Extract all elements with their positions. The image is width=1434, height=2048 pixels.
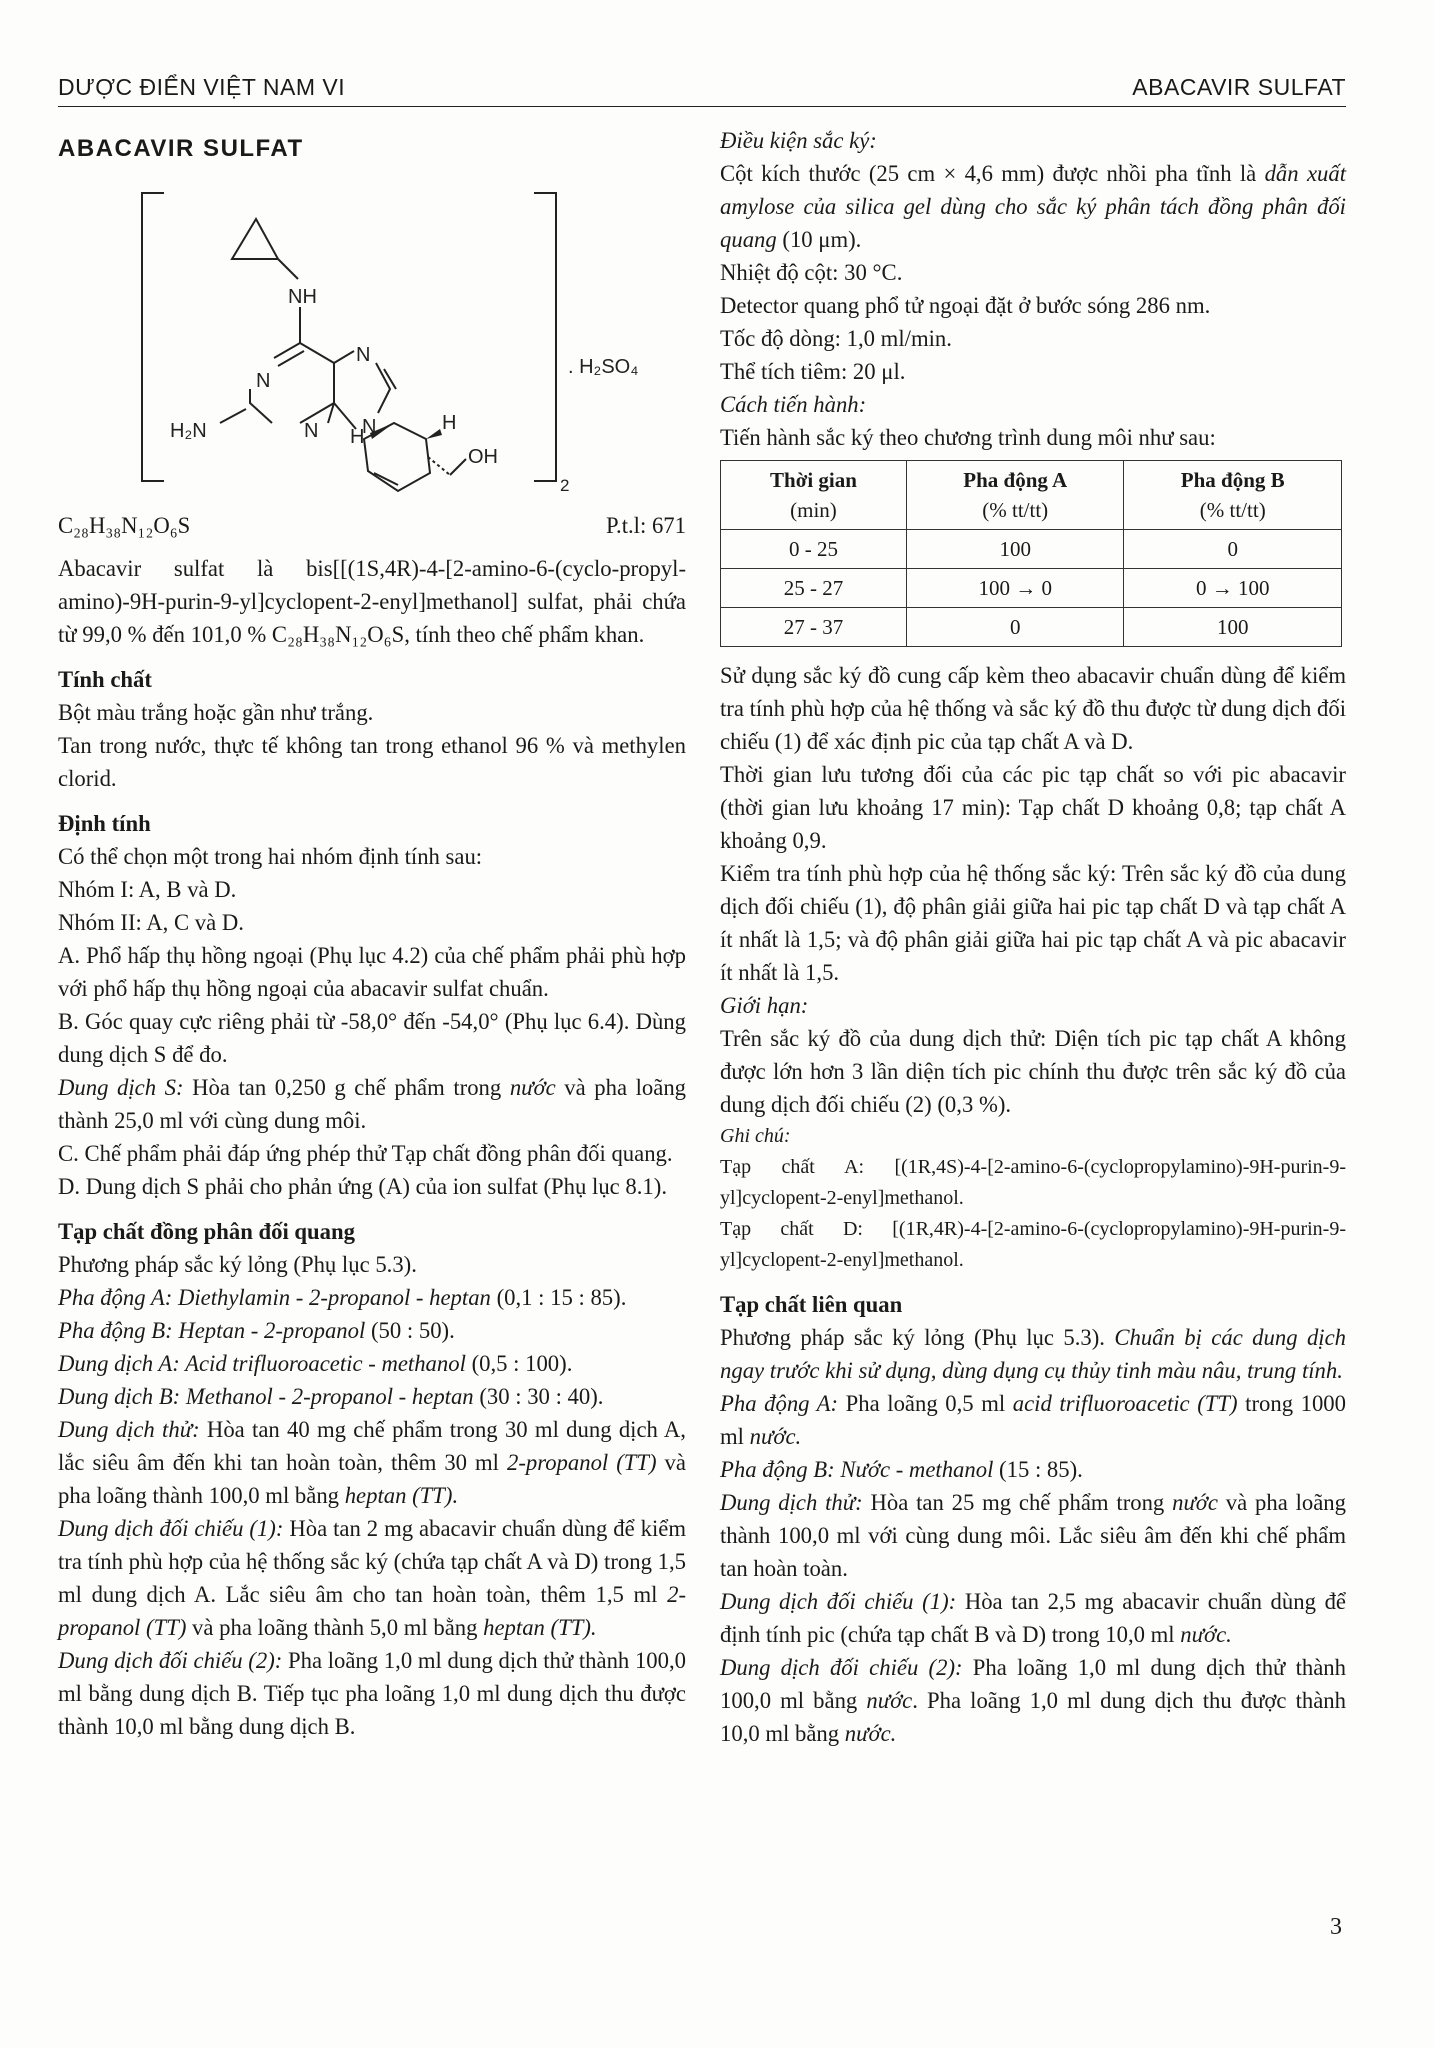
nh-label: NH xyxy=(288,286,317,308)
cell: 0 - 25 xyxy=(721,530,907,569)
label: Pha động B: Nước - methanol xyxy=(720,1457,994,1482)
tclq-pha-dong-a xyxy=(720,1387,1346,1453)
label: Dung dịch đối chiếu (1): xyxy=(58,1516,284,1541)
header-rule xyxy=(58,106,1346,107)
cell: 100 xyxy=(906,530,1124,569)
text: . Pha loãng 1,0 ml dung dịch thu được thành 10,0 ml bằng xyxy=(720,1688,1346,1746)
tclq-method xyxy=(720,1321,1346,1387)
header-time xyxy=(721,461,907,530)
header-main: Pha động B xyxy=(1180,468,1285,492)
h1-label: H xyxy=(350,426,365,448)
tcdq-dung-dich-a xyxy=(58,1347,686,1380)
text-italic: 2-propanol (TT) xyxy=(506,1450,657,1475)
label: Dung dịch đối chiếu (2): xyxy=(58,1648,283,1673)
stoichiometry-label: 2 xyxy=(560,476,570,495)
header-main: Thời gian xyxy=(770,468,857,492)
column-temperature: Nhiệt độ cột: 30 °C. xyxy=(720,260,903,285)
thoi-gian-luu-paragraph: Thời gian lưu tương đối của các pic tạp chất so với pic abacavir (thời gian lưu khoảng 17 min): Tạp chất D khoảng 0,8; tạp chất A khoảng 0,9. xyxy=(720,762,1346,853)
dinh-tinh-c: C. Chế phẩm phải đáp ứng phép thử Tạp chất đồng phân đối quang. xyxy=(58,1141,673,1166)
text: Hòa tan 25 mg chế phẩm trong xyxy=(862,1490,1173,1515)
right-column xyxy=(720,124,1346,1750)
dung-dich-s xyxy=(58,1071,686,1137)
label: Dung dịch đối chiếu (1): xyxy=(720,1589,957,1614)
text-italic: 2-propanol (TT) xyxy=(58,1582,686,1640)
dinh-tinh-b: B. Góc quay cực riêng phải từ -58,0° đến -54,0° (Phụ lục 6.4). Dùng dung dịch S để đo. xyxy=(58,1009,686,1067)
text: và pha loãng thành 100,0 ml bằng xyxy=(58,1450,686,1508)
label: Pha động A: xyxy=(720,1391,839,1416)
text-italic: heptan (TT). xyxy=(344,1483,459,1508)
page-number: 3 xyxy=(1330,1914,1342,1940)
tclq-pha-dong-b xyxy=(720,1453,1346,1486)
flow-rate: Tốc độ dòng: 1,0 ml/min. xyxy=(720,326,952,351)
text: Hòa tan 2 mg abacavir chuẩn dùng để kiểm tra tính phù hợp của hệ thống sắc ký (chứa tạp chất A và D) trong 1,5 ml dung dịch A. Lắc siêu âm cho tan hoàn toàn, thêm 1,5 ml xyxy=(58,1516,686,1607)
tinh-chat-line-2: Tan trong nước, thực tế không tan trong ethanol 96 % và methylen clorid. xyxy=(58,733,686,791)
tap-chat-a-note: Tạp chất A: [(1R,4S)-4-[2-amino-6-(cyclopropylamino)-9H-purin-9-yl]cyclopent-2-enyl]methanol. xyxy=(720,1156,1346,1209)
cach-tien-hanh: Cách tiến hành: xyxy=(720,392,867,417)
text: Pha loãng 1,0 ml dung dịch thử thành 100,0 ml bằng xyxy=(720,1655,1346,1713)
dinh-tinh-group-2: Nhóm II: A, C và D. xyxy=(58,910,244,935)
cell: 100 xyxy=(1124,608,1342,647)
monograph-title: ABACAVIR SULFAT xyxy=(58,135,304,162)
running-header xyxy=(58,66,1346,106)
text: trong 1000 ml xyxy=(720,1391,1346,1449)
text: và pha loãng thành 5,0 ml bằng xyxy=(186,1615,484,1640)
label: Dung dịch S: xyxy=(58,1075,184,1100)
text: Pha loãng 0,5 ml xyxy=(838,1391,1013,1416)
text-italic: nước xyxy=(866,1688,913,1713)
n3-label: N xyxy=(304,420,319,442)
tclq-doi-chieu-1 xyxy=(720,1585,1346,1651)
cell: 0 → 100 xyxy=(1124,569,1342,608)
dinh-tinh-a: A. Phổ hấp thụ hồng ngoại (Phụ lục 4.2) của chế phẩm phải phù hợp với phổ hấp thụ hồng ngoại của abacavir sulfat chuẩn. xyxy=(58,943,686,1001)
cell: 0 xyxy=(1124,530,1342,569)
text-italic: acid trifluoroacetic (TT) xyxy=(1012,1391,1238,1416)
text-italic: nước. xyxy=(1180,1622,1232,1647)
header-sub: (% tt/tt) xyxy=(982,498,1049,522)
tcdq-method: Phương pháp sắc ký lỏng (Phụ lục 5.3). xyxy=(58,1252,417,1277)
text: Hòa tan 40 mg chế phẩm trong 30 ml dung dịch A, lắc siêu âm đến khi tan hoàn toàn, thêm 30 ml xyxy=(58,1417,686,1475)
label: Dung dịch B: Methanol - 2-propanol - heptan xyxy=(58,1384,474,1409)
formula-row xyxy=(58,509,686,542)
su-dung-paragraph: Sử dụng sắc ký đồ cung cấp kèm theo abacavir chuẩn dùng để kiểm tra tính phù hợp của hệ thống và sắc ký đồ thu được từ dung dịch đối chiếu (1) để xác định pic của tạp chất A và D. xyxy=(720,663,1346,754)
text: (30 : 30 : 40). xyxy=(473,1384,604,1409)
text: (0,1 : 15 : 85). xyxy=(490,1285,627,1310)
tcdq-dung-dich-thu xyxy=(58,1413,686,1512)
molecular-formula: C₂₈H₃₈N₁₂O₆S xyxy=(58,513,191,538)
text: Hòa tan 2,5 mg abacavir chuẩn dùng để định tính pic (chứa tạp chất B và D) trong 10,0 ml xyxy=(720,1589,1346,1647)
n9-label: N xyxy=(362,416,377,438)
header-book-title: DƯỢC ĐIỂN VIỆT NAM VI xyxy=(58,74,346,100)
amino-label: H₂N xyxy=(170,420,207,442)
text: và pha loãng thành 100,0 ml với cùng dung môi. Lắc siêu âm đến khi chế phẩm tan hoàn toàn. xyxy=(720,1490,1346,1581)
oh-label: OH xyxy=(468,446,498,468)
tap-chat-d-note: Tạp chất D: [(1R,4R)-4-[2-amino-6-(cyclopropylamino)-9H-purin-9-yl]cyclopent-2-enyl]methanol. xyxy=(720,1218,1346,1271)
label: Pha động A: Diethylamin - 2-propanol - heptan xyxy=(58,1285,491,1310)
text-italic: dẫn xuất amylose của silica gel dùng cho sắc ký phân tách đồng phân đối quang xyxy=(720,161,1347,252)
n1-label: N xyxy=(256,370,271,392)
tcdq-pha-dong-a xyxy=(58,1281,686,1314)
section-heading-tap-chat-lien-quan: Tạp chất liên quan xyxy=(720,1292,903,1317)
table-row xyxy=(721,569,1342,608)
n7-label: N xyxy=(356,344,371,366)
sulfate-label: . H₂SO₄ xyxy=(568,356,639,378)
text: (0,5 : 100). xyxy=(465,1351,573,1376)
text: (10 μm). xyxy=(776,227,862,252)
label: Dung dịch A: Acid trifluoroacetic - methanol xyxy=(58,1351,466,1376)
header-sub: (min) xyxy=(790,498,837,522)
detector: Detector quang phổ tử ngoại đặt ở bước sóng 286 nm. xyxy=(720,293,1211,318)
kiem-tra-paragraph: Kiểm tra tính phù hợp của hệ thống sắc ký: Trên sắc ký đồ của dung dịch đối chiếu (1), độ phân giải giữa hai pic tạp chất D và tạp chất A ít nhất là 1,5; và độ phân giải giữa hai pic tạp chất A và pic abacavir ít nhất là 1,5. xyxy=(720,861,1346,985)
label: Dung dịch đối chiếu (2): xyxy=(720,1655,963,1680)
tclq-dung-dich-thu xyxy=(720,1486,1346,1585)
tcdq-doi-chieu-1 xyxy=(58,1512,686,1644)
text: Cột kích thước (25 cm × 4,6 mm) được nhồi pha tĩnh là xyxy=(720,161,1265,186)
left-column xyxy=(58,124,686,1743)
text-italic: nước xyxy=(1172,1490,1218,1515)
section-heading-dinh-tinh: Định tính xyxy=(58,811,151,836)
text: (50 : 50). xyxy=(365,1318,455,1343)
injection-volume: Thể tích tiêm: 20 μl. xyxy=(720,359,906,384)
table-row xyxy=(721,608,1342,647)
label: Pha động B: Heptan - 2-propanol xyxy=(58,1318,366,1343)
h4-label: H xyxy=(442,412,457,434)
text-italic: nước xyxy=(509,1075,556,1100)
text: (15 : 85). xyxy=(993,1457,1083,1482)
section-heading-tinh-chat: Tính chất xyxy=(58,667,152,692)
cell: 0 xyxy=(906,608,1124,647)
molecular-weight: P.t.l: 671 xyxy=(605,513,686,538)
table-header-row xyxy=(721,461,1342,530)
column-spec xyxy=(720,157,1346,256)
table-row xyxy=(721,530,1342,569)
gioi-han-paragraph: Trên sắc ký đồ của dung dịch thử: Diện tích pic tạp chất A không được lớn hơn 3 lần diện tích pic chính thu được trên sắc ký đồ của dung dịch đối chiếu (2) (0,3 %). xyxy=(720,1026,1346,1117)
cell: 27 - 37 xyxy=(721,608,907,647)
tcdq-pha-dong-b xyxy=(58,1314,686,1347)
section-heading-tap-chat-dong-phan: Tạp chất đồng phân đối quang xyxy=(58,1219,355,1244)
text: Pha loãng 1,0 ml dung dịch thử thành 100,0 ml bằng dung dịch B. Tiếp tục pha loãng 1,0 ml dung dịch thu được thành 10,0 ml bằng dung dịch B. xyxy=(58,1648,687,1739)
text-italic: heptan (TT). xyxy=(483,1615,597,1640)
dinh-tinh-d: D. Dung dịch S phải cho phản ứng (A) của ion sulfat (Phụ lục 8.1). xyxy=(58,1174,667,1199)
dieu-kien-sac-ky: Điều kiện sắc ký: xyxy=(720,128,877,153)
label: Dung dịch thử: xyxy=(720,1490,863,1515)
dinh-tinh-group-1: Nhóm I: A, B và D. xyxy=(58,877,237,902)
dinh-tinh-line-1: Có thể chọn một trong hai nhóm định tính sau: xyxy=(58,844,483,869)
text-italic: Chuẩn bị các dung dịch ngay trước khi sử dụng, dùng dụng cụ thủy tinh màu nâu, trung tính. xyxy=(720,1325,1347,1383)
cell: 25 - 27 xyxy=(721,569,907,608)
tcdq-doi-chieu-2 xyxy=(58,1644,686,1743)
header-main: Pha động A xyxy=(963,468,1068,492)
text: và pha loãng thành 25,0 ml với cùng dung môi. xyxy=(58,1075,687,1133)
gioi-han-label: Giới hạn: xyxy=(720,993,809,1018)
structure-diagram xyxy=(128,175,688,505)
header-phase-b xyxy=(1124,461,1342,530)
tinh-chat-line-1: Bột màu trắng hoặc gần như trắng. xyxy=(58,700,374,725)
tien-hanh-line: Tiến hành sắc ký theo chương trình dung môi như sau: xyxy=(720,425,1216,450)
label: Dung dịch thử: xyxy=(58,1417,200,1442)
structural-formula xyxy=(58,165,686,505)
gradient-table xyxy=(720,460,1342,647)
ghi-chu-label: Ghi chú: xyxy=(720,1125,791,1147)
tclq-doi-chieu-2 xyxy=(720,1651,1346,1750)
tcdq-dung-dich-b xyxy=(58,1380,686,1413)
text-italic: nước. xyxy=(749,1424,802,1449)
header-monograph-title: ABACAVIR SULFAT xyxy=(1132,74,1346,100)
header-sub: (% tt/tt) xyxy=(1199,498,1266,522)
text: Phương pháp sắc ký lỏng (Phụ lục 5.3). xyxy=(720,1325,1115,1350)
cell: 100 → 0 xyxy=(906,569,1124,608)
text-italic: nước. xyxy=(844,1721,897,1746)
intro-paragraph: Abacavir sulfat là bis[[(1S,4R)-4-[2-amino-6-(cyclo-propyl-amino)-9H-purin-9-yl]cyclopent-2-enyl]methanol] sulfat, phải chứa từ 99,0 % đến 101,0 % C₂₈H₃₈N₁₂O₆S, tính theo chế phẩm khan. xyxy=(58,556,686,647)
header-phase-a xyxy=(906,461,1124,530)
text: Hòa tan 0,250 g chế phẩm trong xyxy=(183,1075,510,1100)
